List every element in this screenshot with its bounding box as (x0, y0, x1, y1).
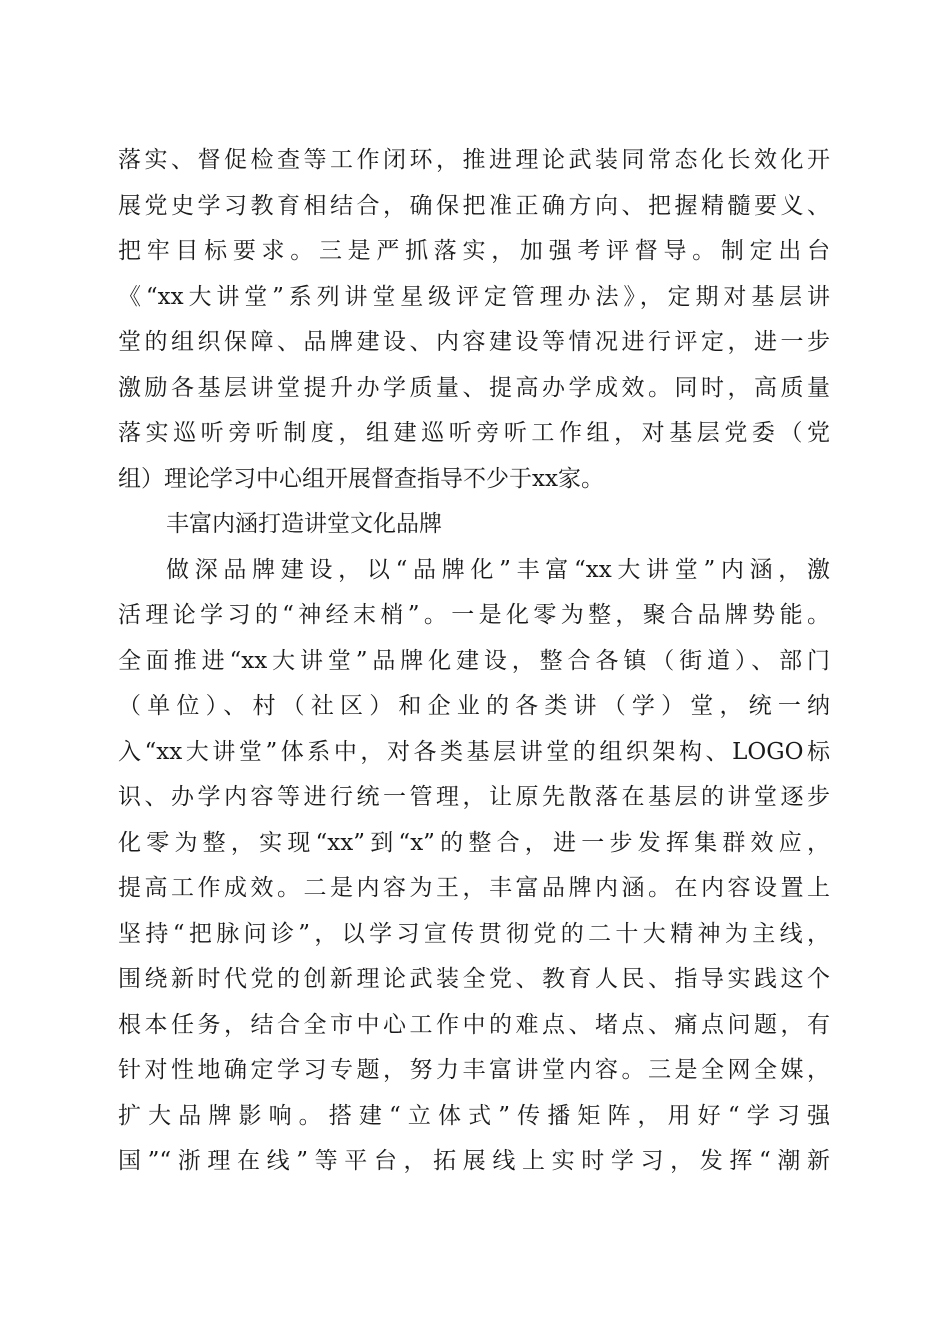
text-line: 做深品牌建设，以“品牌化”丰富“xx大讲堂”内涵，激 (166, 556, 830, 583)
text-line: 提高工作成效。二是内容为王，丰富品牌内涵。在内容设置上 (118, 875, 830, 901)
body-text (118, 138, 830, 1185)
text-line: 落实、督促检查等工作闭环，推进理论武装同常态化长效化开 (118, 147, 830, 173)
text-line: 国”“浙理在线”等平台，拓展线上实时学习，发挥“潮新 (118, 1148, 830, 1174)
text-line: 根本任务，结合全市中心工作中的难点、堵点、痛点问题，有 (118, 1011, 830, 1038)
text-line: 展党史学习教育相结合，确保把准正确方向、把握精髓要义、 (118, 192, 830, 219)
text-line: （单位）、村（社区）和企业的各类讲（学）堂，统一纳 (118, 693, 830, 719)
text-line: 针对性地确定学习专题，努力丰富讲堂内容。三是全网全媒， (118, 1057, 830, 1083)
text-line: 扩大品牌影响。搭建“立体式”传播矩阵，用好“学习强 (118, 1102, 830, 1129)
text-line: 化零为整，实现“xx”到“x”的整合，进一步发挥集群效应， (118, 829, 830, 856)
text-line: 全面推进“xx大讲堂”品牌化建设，整合各镇（街道）、部门 (118, 647, 830, 674)
text-line: 落实巡听旁听制度，组建巡听旁听工作组，对基层党委（党 (118, 420, 830, 446)
text-line: 《“xx大讲堂”系列讲堂星级评定管理办法》，定期对基层讲 (118, 283, 830, 310)
text-line: 围绕新时代党的创新理论武装全党、教育人民、指导实践这个 (118, 966, 830, 992)
text-line: 激励各基层讲堂提升办学质量、提高办学成效。同时，高质量 (118, 374, 830, 401)
section-heading: 丰富内涵打造讲堂文化品牌 (166, 511, 442, 537)
text-line: 把牢目标要求。三是严抓落实，加强考评督导。制定出台 (118, 238, 830, 264)
text-line: 活理论学习的“神经末梢”。一是化零为整，聚合品牌势能。 (118, 602, 830, 628)
text-line: 组）理论学习中心组开展督查指导不少于xx家。 (118, 465, 604, 492)
text-line: 识、办学内容等进行统一管理，让原先散落在基层的讲堂逐步 (118, 784, 830, 810)
text-line: 入“xx大讲堂”体系中，对各类基层讲堂的组织架构、LOGO标 (118, 738, 830, 765)
text-line: 堂的组织保障、品牌建设、内容建设等情况进行评定，进一步 (118, 329, 830, 355)
text-line: 坚持“把脉问诊”，以学习宣传贯彻党的二十大精神为主线， (118, 920, 830, 947)
